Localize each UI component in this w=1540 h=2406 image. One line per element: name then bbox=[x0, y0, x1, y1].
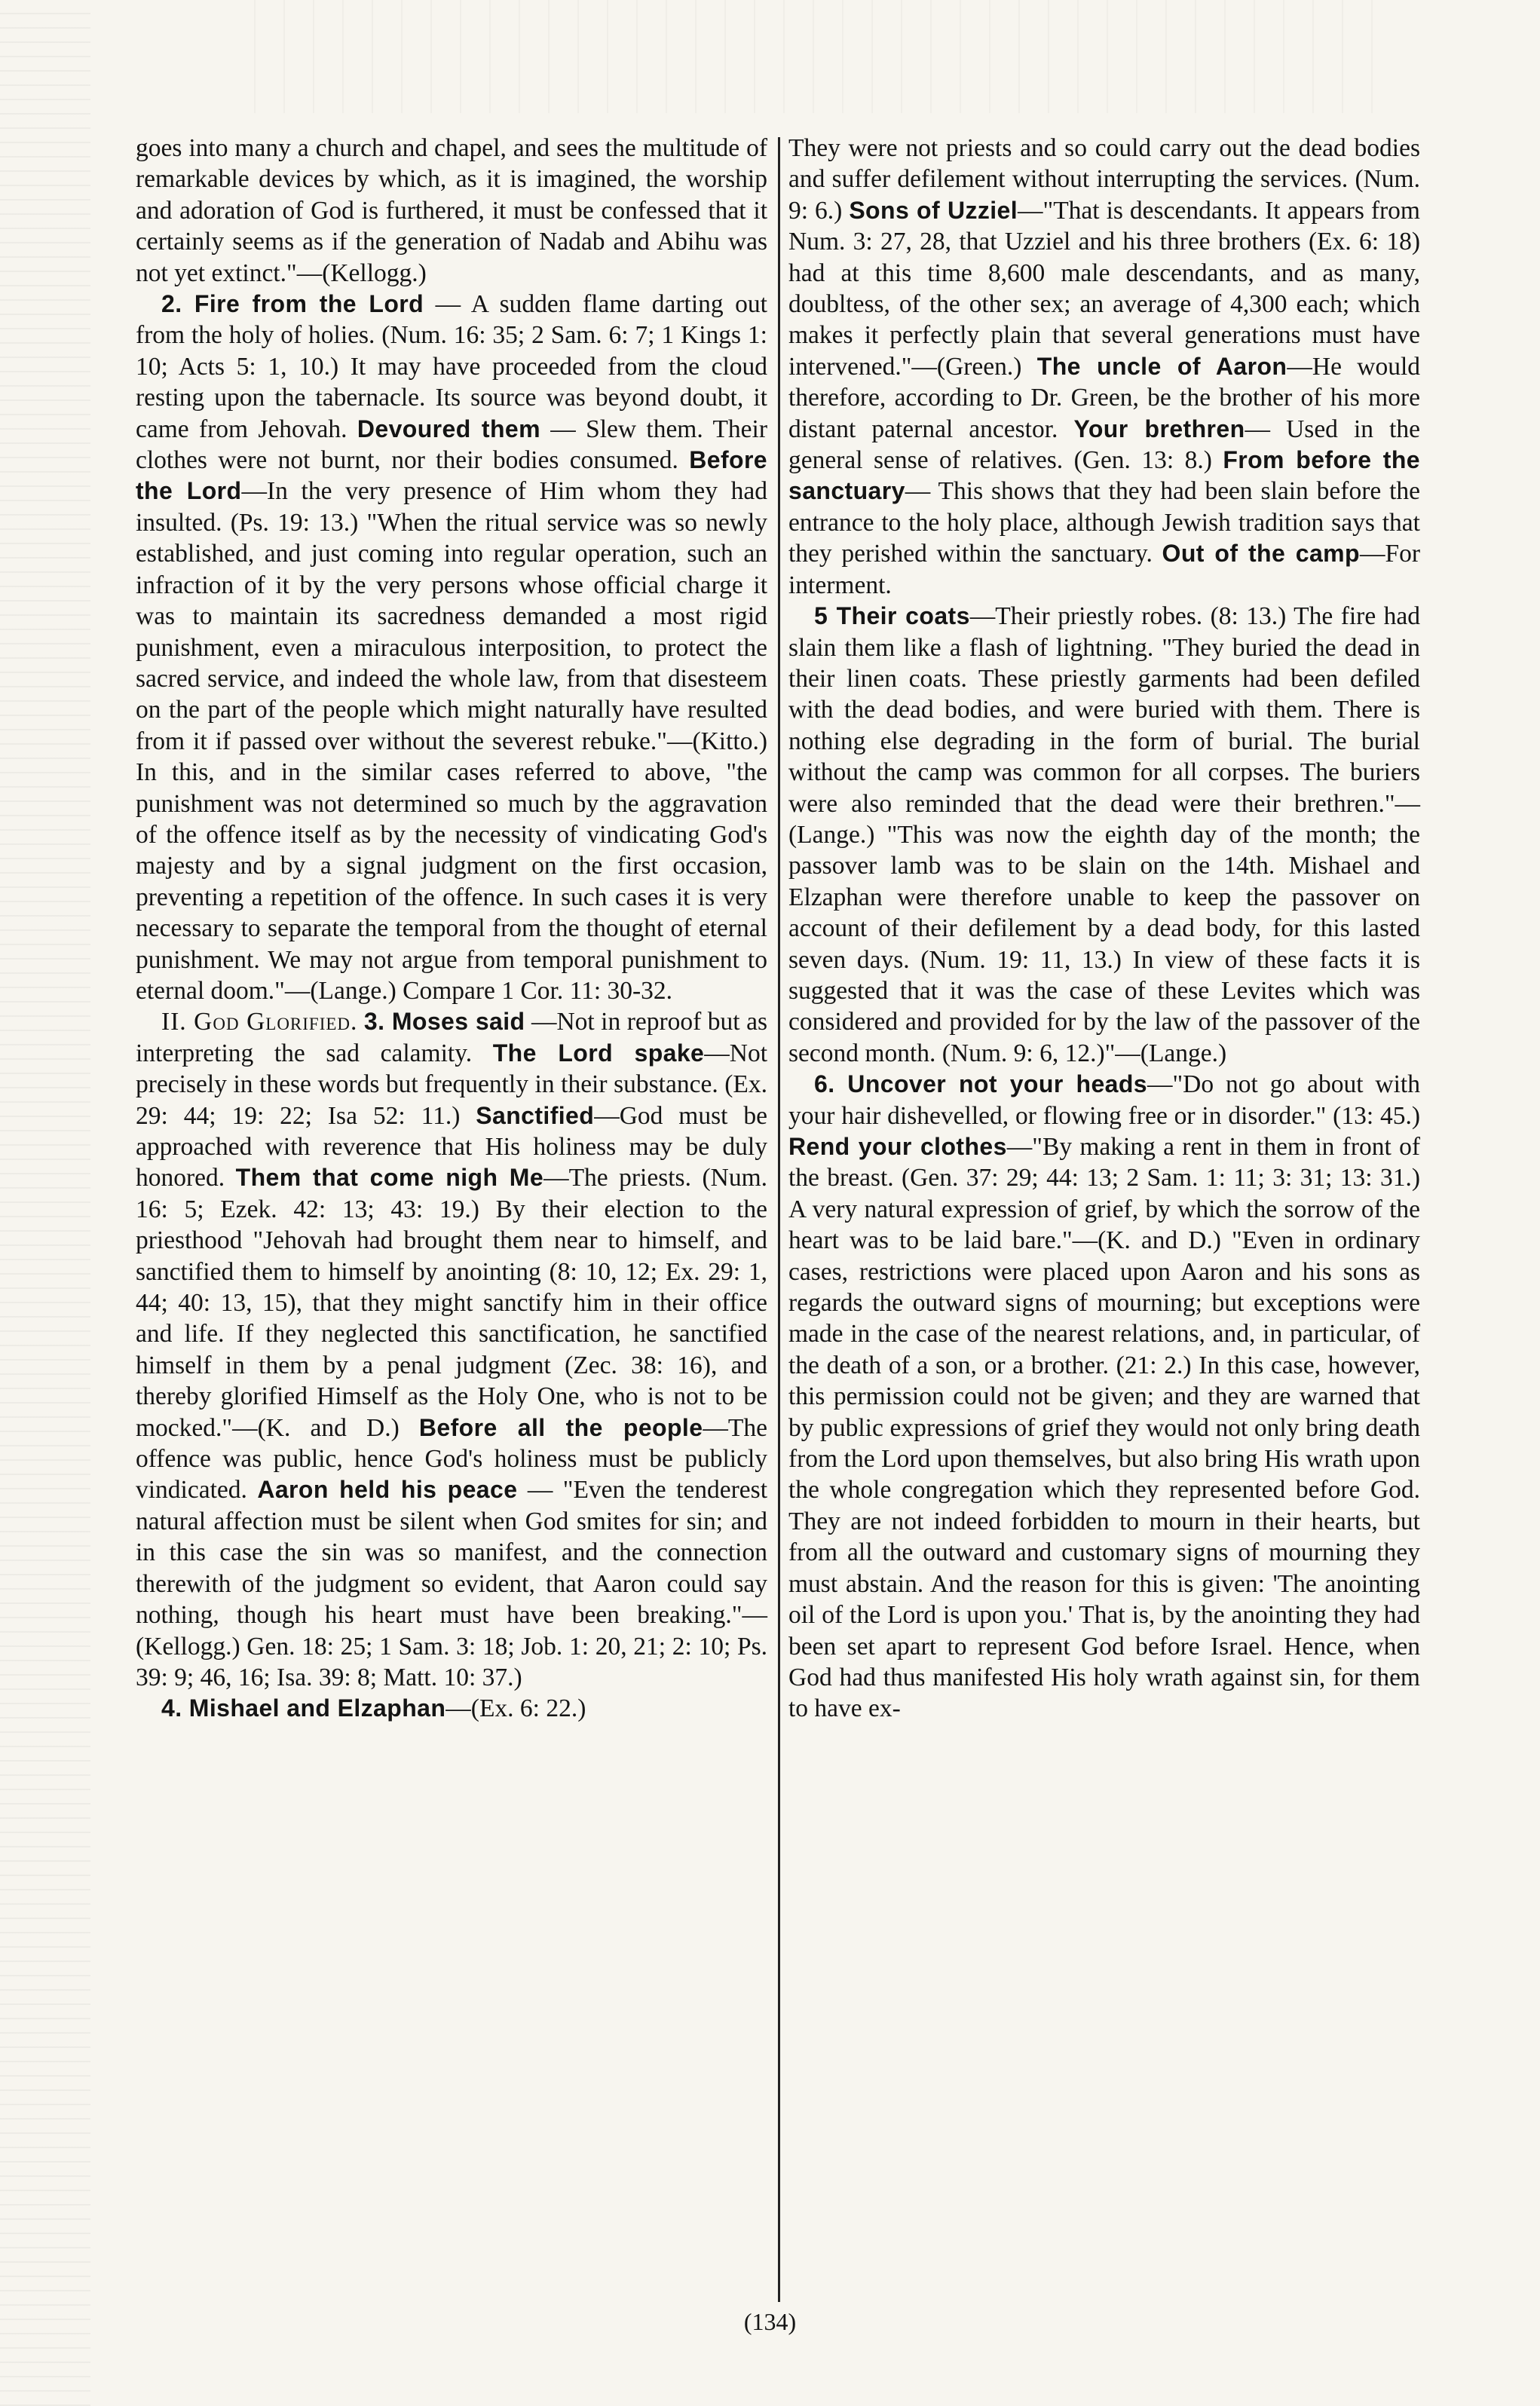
text-run: —Their priestly robes. (8: 13.) The fire had slain them like a flash of lightning. "They buried the dead in their linen coats. These priestly garments had been defiled with the dead bodies, and were buried with them. There is nothing else degrading in the form of burial. The burial without the camp was common for all corpses. The buriers were also reminded that the dead were their brethren."—(Lange.) "This was now the eighth day of the month; the passover lamb was to be slain on the 14th. Mishael and Elzaphan were therefore unable to keep the passover on account of their defilement by a dead body, for this lasted seven days. (Num. 19: 11, 13.) In view of these facts it is suggested that it was the case of these Levites which was considered and provided for by the law of the passover of the second month. (Num. 9: 6, 12.)"—(Lange.) bbox=[788, 602, 1421, 1067]
lemma-heading: Sanctified bbox=[476, 1101, 595, 1129]
lemma-heading: Out of the camp bbox=[1162, 540, 1360, 568]
text-run: —In the very presence of Him whom they had insulted. (Ps. 19: 13.) "When the ritual service was so newly established, and just coming into regular operation, such an infraction of it by the very persons whose official charge it was to maintain its sacredness demanded a most rigid punishment, even a miraculous interposition, to protect the sacred service, and indeed the whole law, from that disesteem on the part of the people which might naturally have resulted from it if passed over without the severest rebuke."—(Kitto.) In this, and in the similar cases referred to above, "the punishment was not determined so much by the aggravation of the offence itself as by the necessity of vindicating God's majesty and by a signal judgment on the first occasion, preventing a repetition of the offence. In such cases it is very necessary to separate the temporal from the thought of eternal punishment. We may not argue from temporal punishment to eternal doom."—(Lange.) Compare 1 Cor. 11: 30-32. bbox=[136, 477, 767, 1005]
lemma-heading: The Lord spake bbox=[492, 1039, 705, 1067]
lemma-heading: 5 Their coats bbox=[814, 602, 970, 630]
text-run: —Not precisely in these words but frequently in their substance. (Ex. 29: 44; 19: 22; Isa 52: 11.) bbox=[136, 1039, 767, 1130]
paragraph bbox=[136, 289, 767, 1006]
text-run: They were not priests and so could carry out the dead bodies and suffer defilement without interrupting the services. (Num. 9: 6.) bbox=[788, 134, 1420, 225]
text-run: —(Ex. 6: 22.) bbox=[445, 1694, 586, 1723]
lemma-heading: The uncle of Aaron bbox=[1036, 352, 1287, 380]
text-run: —"By making a rent in them in front of the breast. (Gen. 37: 29; 44: 13; 2 Sam. 1: 11; 3: 31; 13: 31.) A very natural expression of grief, by which the sorrow of the heart was to be laid bare."—(K. and D.) "Even in ordinary cases, restrictions were placed upon Aaron and his sons as regards the outward signs of mourning; but exceptions were made in the case of the nearest relations, and, in particular, of the death of a son, or a brother. (21: 2.) In this case, however, this permission could not be given; and they are warned that by public expressions of grief they would not only bring death from the Lord upon themselves, but also bring His wrath upon the whole congregation which they represented before God. They are not indeed forbidden to mourn in their hearts, but from all the outward and customary signs of mourning they must abstain. And the reason for this is given: 'The anointing oil of the Lord is upon you.' That is, by the anointing they had been set apart to represent God before Israel. Hence, when God had thus manifested His holy wrath against sin, for them to have ex- bbox=[788, 1133, 1420, 1723]
lemma-heading: 6. Uncover not your heads bbox=[814, 1070, 1147, 1098]
text-run: —He would therefore, according to Dr. Green, be the brother of his more distant paternal ancestor. bbox=[788, 352, 1421, 443]
text-run: —For interment. bbox=[788, 540, 1420, 599]
lemma-heading: Them that come nigh Me bbox=[235, 1164, 544, 1192]
right-column bbox=[788, 133, 1420, 1725]
text-run: — "Even the tenderest natural affection must be silent when God smites for sin; and in this case the sin was so manifest, and the connection therewith of the judgment so evident, that Aaron could say nothing, though his heart must have been breaking."—(Kellogg.) Gen. 18: 25; 1 Sam. 3: 18; Job. 1: 20, 21; 2: 10; Ps. 39: 9; 46, 16; Isa. 39: 8; Matt. 10: 37.) bbox=[136, 1476, 767, 1691]
margin-speckle bbox=[0, 0, 90, 2406]
top-speckle bbox=[226, 0, 1389, 113]
lemma-heading: 4. Mishael and Elzaphan bbox=[161, 1694, 446, 1722]
paragraph bbox=[136, 1006, 767, 1693]
text-run: —The offence was public, hence God's holiness must be publicly vindicated. bbox=[136, 1413, 767, 1505]
paragraph bbox=[136, 1693, 767, 1724]
paragraph bbox=[788, 1069, 1420, 1725]
text-run: — This shows that they had been slain before the entrance to the holy place, although Jewish tradition says that they perished within the sanctuary. bbox=[788, 477, 1420, 568]
text-run: —Not in reproof but as interpreting the sad calamity. bbox=[136, 1008, 768, 1067]
lemma-heading: Sons of Uzziel bbox=[849, 196, 1018, 224]
paragraph bbox=[788, 601, 1420, 1069]
paragraph bbox=[788, 133, 1420, 601]
text-run bbox=[357, 1008, 364, 1036]
left-column bbox=[136, 133, 767, 1725]
text-run: — Used in the general sense of relatives. (Gen. 13: 8.) bbox=[788, 415, 1420, 475]
lemma-heading: 2. Fire from the Lord bbox=[161, 290, 424, 318]
text-run: —The priests. (Num. 16: 5; Ezek. 42: 13; 43: 19.) By their election to the priesthood "Jehovah had brought them near to himself, and sanctified them to himself by anointing (8: 10, 12; Ex. 29: 1, 44; 40: 13, 15), that they might sanctify him in their office and life. If they neglected this sanctification, he sanctified himself in them by a penal judgment (Zec. 38: 16), and thereby glorified Himself as the Holy One, who is not to be mocked."—(K. and D.) bbox=[136, 1164, 767, 1442]
text-run: —God must be approached with reverence that His holiness may be duly honored. bbox=[136, 1101, 767, 1192]
page-number: (134) bbox=[743, 2308, 797, 2335]
column-rule bbox=[778, 137, 780, 2302]
text-run: goes into many a church and chapel, and sees the multitude of remarkable devices by which, as it is imagined, the worship and adoration of God is furthered, it must be confessed that it certainly seems as if the generation of Nadab and Abihu was not yet extinct."—(Kellogg.) bbox=[136, 134, 767, 287]
lemma-heading: Before the Lord bbox=[136, 446, 767, 505]
paragraph bbox=[136, 133, 767, 289]
text-run: — A sudden flame darting out from the holy of holies. (Num. 16: 35; 2 Sam. 6: 7; 1 Kings 1: 10; Acts 5: 1, 10.) It may have proceeded from the cloud resting upon the tabernacle. Its source was beyond doubt, it came from Jehovah. bbox=[136, 290, 767, 443]
section-heading: II. God Glorified. bbox=[161, 1008, 358, 1036]
lemma-heading: Before all the people bbox=[418, 1413, 703, 1441]
lemma-heading: From before the sanctuary bbox=[788, 446, 1420, 505]
lemma-heading: Your brethren bbox=[1073, 415, 1245, 442]
lemma-heading: Aaron held his peace bbox=[257, 1476, 518, 1504]
text-run: — Slew them. Their clothes were not burnt, nor their bodies consumed. bbox=[136, 415, 767, 475]
text-run: —"Do not go about with your hair dishevelled, or flowing free or in disorder." (13: 45.) bbox=[788, 1070, 1420, 1130]
lemma-heading: Rend your clothes bbox=[788, 1133, 1007, 1160]
text-run: —"That is descendants. It appears from Num. 3: 27, 28, that Uzziel and his three brothers (Ex. 6: 18) had at this time 8,600 male descendants, and as many, doubltess, of the other sex; an average of 4,300 each; which makes it perfectly plain that several generations must have intervened."—(Green.) bbox=[788, 196, 1420, 381]
lemma-heading: 3. Moses said bbox=[363, 1008, 525, 1036]
lemma-heading: Devoured them bbox=[357, 415, 540, 442]
